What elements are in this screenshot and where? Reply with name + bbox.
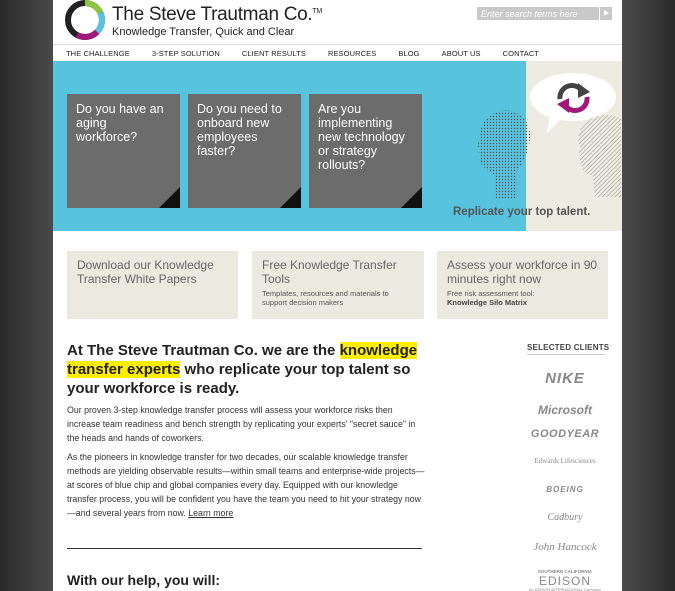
question-text: Do you need to onboard new employees faster? <box>197 102 282 158</box>
client-logo-edwards: Edwards Lifesciences <box>534 457 596 465</box>
brand-tagline: Knowledge Transfer, Quick and Clear <box>112 26 295 38</box>
nav-blog[interactable]: BLOG <box>398 49 420 58</box>
offer-title: Download our Knowledge Transfer White Papers <box>77 258 214 286</box>
company-logo-icon[interactable] <box>65 0 105 40</box>
offer-white-papers[interactable] <box>67 251 238 319</box>
question-text: Are you implementing new technology or strategy rollouts? <box>318 102 405 172</box>
nav-contact[interactable]: CONTACT <box>502 49 540 58</box>
page <box>53 0 622 591</box>
nav-resources[interactable]: RESOURCES <box>327 49 377 58</box>
hero-banner[interactable] <box>53 61 622 231</box>
main-headline: At The Steve Trautman Co. we are the knowledge transfer experts who replicate your top talent so your workforce is ready. <box>67 342 418 397</box>
section-divider <box>67 548 422 549</box>
fold-corner-icon <box>401 187 422 208</box>
nav-3-step-solution[interactable]: 3-STEP SOLUTION <box>151 49 220 58</box>
question-box-technology[interactable] <box>309 94 422 208</box>
client-logo-cadbury: Cadbury <box>547 512 583 523</box>
question-box-onboard[interactable] <box>188 94 301 208</box>
client-logo-edison-parent: An EDISON INTERNATIONAL Company <box>528 587 602 591</box>
hero-tagline: Replicate your top talent. <box>453 206 591 218</box>
fold-corner-icon <box>159 187 180 208</box>
client-logo-microsoft: Microsoft <box>538 403 592 417</box>
question-box-aging-workforce[interactable] <box>67 94 180 208</box>
nav-client-results[interactable]: CLIENT RESULTS <box>241 49 306 58</box>
search-input[interactable] <box>477 7 599 20</box>
fold-corner-icon <box>280 187 301 208</box>
client-logo-edison: EDISON <box>538 574 591 588</box>
talent-replication-illustration-icon <box>435 67 622 203</box>
brand-name[interactable]: The Steve Trautman Co.™ <box>112 4 322 25</box>
offer-free-tools[interactable] <box>252 251 424 319</box>
learn-more-link[interactable]: Learn more <box>188 508 234 518</box>
offer-description: Free risk assessment tool: Knowledge Silo Matrix <box>447 289 535 307</box>
client-logo-nike: NIKE <box>545 370 585 387</box>
client-logo-boeing: BOEING <box>546 485 584 494</box>
clients-title-underline <box>527 354 605 355</box>
client-logo-john-hancock: John Hancock <box>533 541 597 553</box>
client-logo-edison-region: SOUTHERN CALIFORNIA <box>537 569 593 574</box>
main-nav <box>53 44 622 61</box>
question-text: Do you have an aging workforce? <box>76 102 164 144</box>
client-logo-goodyear: GOODYEAR <box>530 428 600 440</box>
nav-the-challenge[interactable]: THE CHALLENGE <box>66 49 130 58</box>
knowledge-silo-matrix-link[interactable]: Knowledge Silo Matrix <box>447 298 528 307</box>
offer-title: Free Knowledge Transfer Tools <box>262 258 397 286</box>
pioneers-paragraph: As the pioneers in knowledge transfer for two decades, our scalable knowledge transfer methods are yielding observable results—within small teams and enterprise-wide projects—at scores of blue chip and global companies every day. Equipped with our knowledge transfer process, you will be confident you have the team you need to hit your strategy now—and several years from now. Learn more <box>67 452 425 518</box>
intro-paragraph: Our proven 3-step knowledge transfer process will assess your workforce risks then increase team readiness and bench strength by replicating your experts' "secret sauce" in the heads and hands of coworkers. <box>67 405 416 443</box>
selected-clients-title: SELECTED CLIENTS <box>527 343 610 352</box>
search-submit-button[interactable] <box>600 7 612 20</box>
offer-assess-workforce[interactable] <box>437 251 608 319</box>
headline-highlight: knowledge transfer experts <box>67 342 418 378</box>
offer-title: Assess your workforce in 90 minutes right now <box>447 258 598 286</box>
nav-about-us[interactable]: ABOUT US <box>441 49 481 58</box>
help-heading: With our help, you will: <box>67 572 221 588</box>
offer-description: Templates, resources and materials to support decision makers <box>262 289 389 307</box>
